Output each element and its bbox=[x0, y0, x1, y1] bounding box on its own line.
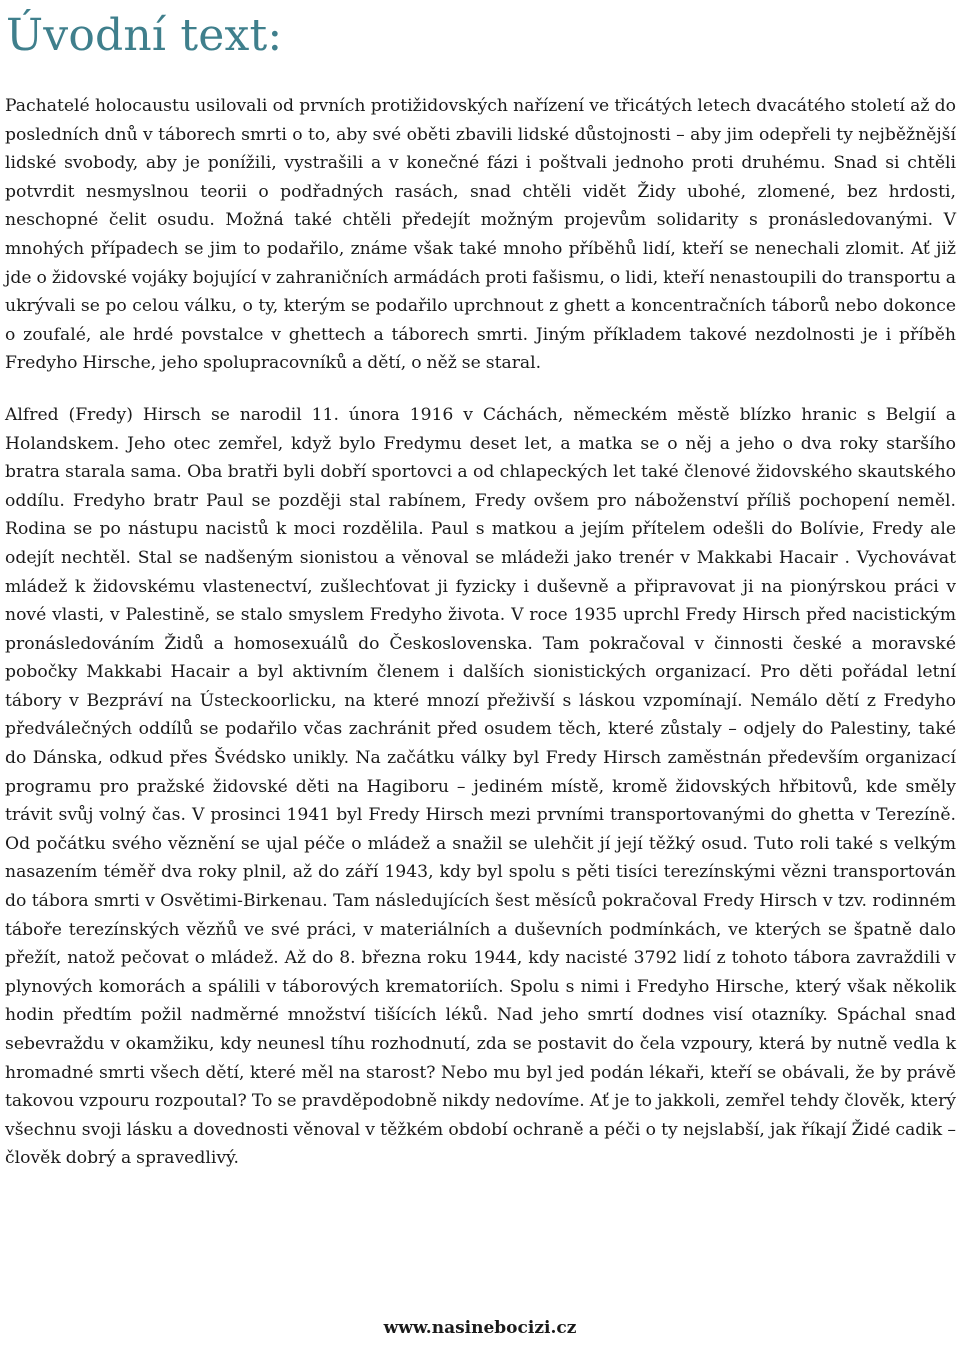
page-title: Úvodní text: bbox=[6, 10, 283, 61]
footer-website: www.nasinebocizi.cz bbox=[383, 1318, 577, 1338]
biography-paragraph: Alfred (Fredy) Hirsch se narodil 11. února 1916 v Cáchách, německém městě blízko hranic s Belgií a Holandskem. Jeho otec zemřel, když bylo Fredymu deset let, a matka se o něj a jeho o dva roky staršího bratra starala sama. Oba bratři byli dobří sportovci a od chlapeckých let také členové židovského skautského oddílu. Fredyho bratr Paul se později stal rabínem, Fredy ovšem pro náboženství příliš pochopení neměl. Rodina se po nástupu nacistů k moci rozdělila. Paul s matkou a jejím přítelem odešli do Bolívie, Fredy ale odejít nechtěl. Stal se nadšeným sionistou a věnoval se mládeži jako trenér v Makkabi Hacair . Vychovávat mládež k židovskému vlastenectví, zušlechťovat ji fyzicky i duševně a připravovat ji na pionýrskou práci v nové vlasti, v Palestině, se stalo smyslem Fredyho života. V roce 1935 uprchl Fredy Hirsch před nacistickým pronásledováním Židů a homosexuálů do Československa. Tam pokračoval v činnosti české a moravské pobočky Makkabi Hacair a byl aktivním členem i dalších sionistických organizací. Pro děti pořádal letní tábory v Bezpráví na Ústeckoorlicku, na které mnozí přeživší s láskou vzpomínají. Nemálo dětí z Fredyho předválečných oddílů se podařilo včas zachránit před osudem těch, které zůstaly – odjely do Palestiny, také do Dánska, odkud přes Švédsko unikly. Na začátku války byl Fredy Hirsch zaměstnán především organizací programu pro pražské židovské děti na Hagiboru – jediném místě, kromě židovských hřbitovů, kde směly trávit svůj volný čas. V prosinci 1941 byl Fredy Hirsch mezi prvními transportovanými do ghetta v Terezíně. Od počátku svého věznění se ujal péče o mládež a snažil se ulehčit jí její těžký osud. Tuto roli také s velkým nasazením téměř dva roky plnil, až do září 1943, kdy byl spolu s pěti tisíci terezínskými vězni transportován do tábora smrti v Osvětimi-Birkenau. Tam následujících šest měsíců pokračoval Fredy Hirsch v tzv. rodinném táboře terezínských vězňů ve své práci, v materiálních a duševních podmínkách, ve kterých se špatně dalo přežít, natož pečovat o mládež. Až do 8. března roku 1944, kdy nacisté 3792 lidí z tohoto tábora zavraždili v plynových komorách a spálili v táborových krematoriích. Spolu s nimi i Fredyho Hirsche, který však několik hodin předtím požil nadměrné množství tišících léků. Nad jeho smrtí dodnes visí otazníky. Spáchal snad sebevraždu v okamžiku, kdy neunesl tíhu rozhodnutí, zda se postavit do čela vzpoury, která by nutně vedla k hromadné smrti všech dětí, které měl na starost? Nebo mu byl jed podán lékaři, kteří se obávali, že by právě takovou vzpouru rozpoutal? To se pravděpodobně nikdy nedovíme. Ať je to jakkoli, zemřel tehdy člověk, který všechnu svoji lásku a dovednosti věnoval v těžkém období ochraně a péči o ty nejslabší, jak říkají Židé cadik – člověk dobrý a spravedlivý. bbox=[5, 404, 956, 1169]
intro-paragraph: Pachatelé holocaustu usilovali od prvních protižidovských nařízení ve třicátých letech dvacátého století až do posledních dnů v táborech smrti o to, aby své oběti zbavili lidské důstojnosti – aby jim odepřeli ty nejběžnější lidské svobody, aby je ponížili, vystrašili a v konečné fázi i poštvali jednoho proti druhému. Snad si chtěli potvrdit nesmyslnou teorii o podřadných rasách, snad chtěli vidět Židy ubohé, zlomené, bez hrdosti, neschopné čelit osudu. Možná také chtěli předejít možným projevům solidarity s pronásledovanými. V mnohých případech se jim to podařilo, známe však také mnoho příběhů lidí, kteří se nenechali zlomit. Ať již jde o židovské vojáky bojující v zahraničních armádách proti fašismu, o lidi, kteří nenastoupili do transportu a ukrývali se po celou válku, o ty, kterým se podařilo uprchnout z ghett a koncentračních táborů nebo dokonce o zoufalé, ale hrdé povstalce v ghettech a táborech smrti. Jiným příkladem takové nezdolnosti je i příběh Fredyho Hirsche, jeho spolupracovníků a dětí, o něž se staral. bbox=[5, 96, 956, 374]
body-text bbox=[5, 92, 956, 1173]
